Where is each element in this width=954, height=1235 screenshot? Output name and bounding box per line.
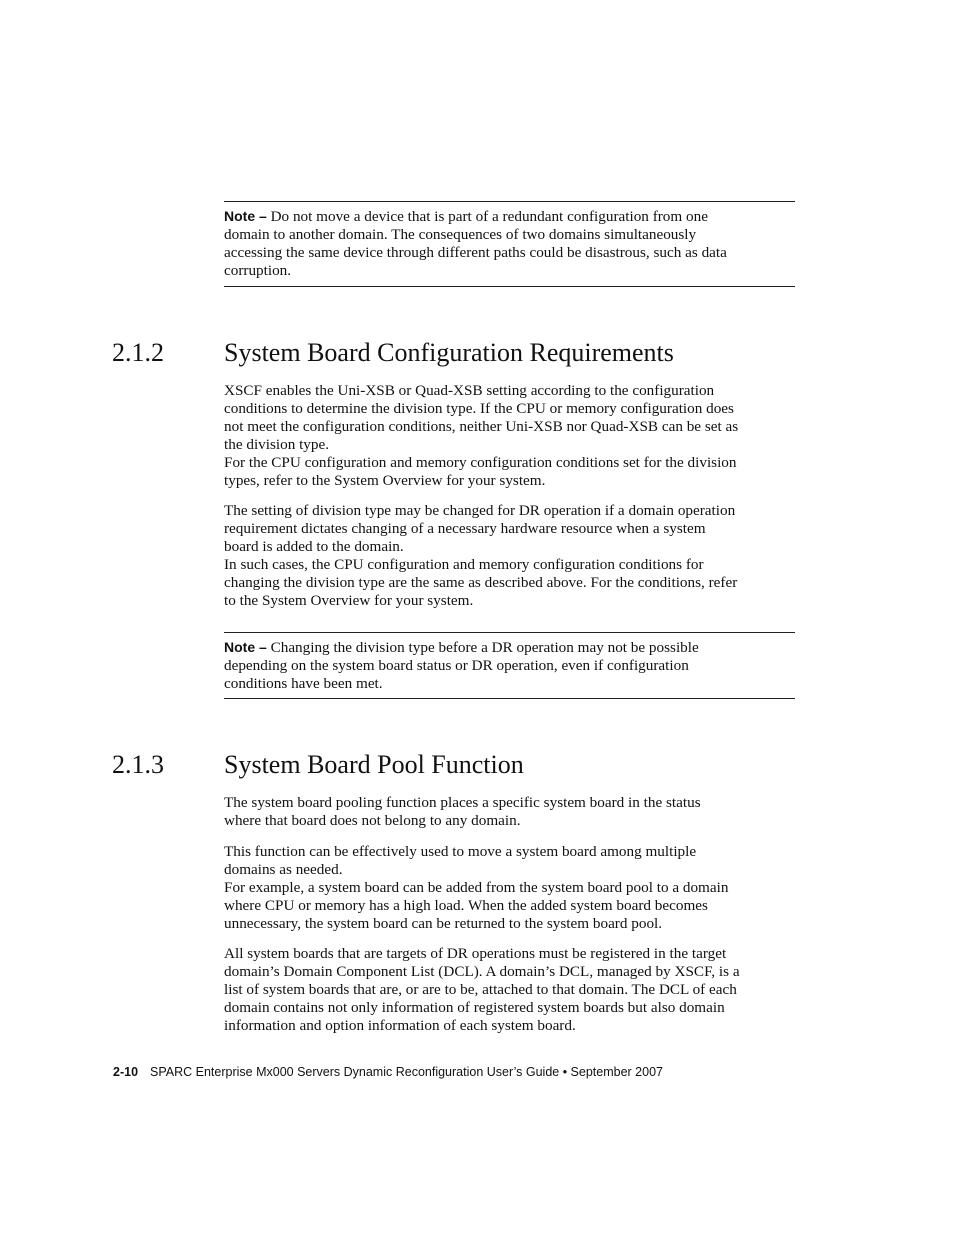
note-top-rule <box>224 201 795 202</box>
page-number: 2-10 <box>113 1065 139 1079</box>
note-2: Note – Changing the division type before a DR operation may not be possible depending on the system board status or DR operation, even if configuration conditions have been met. <box>224 639 699 692</box>
note-label: Note – <box>224 208 267 224</box>
footer-text: SPARC Enterprise Mx000 Servers Dynamic Reconfiguration User’s Guide • September 2007 <box>150 1065 663 1079</box>
note-bottom-rule <box>224 286 795 287</box>
paragraph: XSCF enables the Uni-XSB or Quad-XSB setting according to the configuration conditions to determine the division type. If the CPU or memory configuration does not meet the configuration conditions, neither Uni-XSB nor Quad-XSB can be set as the division type. For the CPU configuration and memory configuration conditions set for the division types, refer to the System Overview for your system. <box>224 382 739 489</box>
page-footer <box>113 1064 663 1080</box>
section-number: 2.1.3 <box>112 750 164 779</box>
note-top-rule <box>224 632 795 633</box>
section-title: System Board Configuration Requirements <box>224 338 674 367</box>
paragraph: All system boards that are targets of DR operations must be registered in the target domain’s Domain Component List (DCL). A domain’s DCL, managed by XSCF, is a list of system boards that are, or are to be, attached to that domain. The DCL of each domain contains not only information of registered system boards but also domain information and option information of each system board. <box>224 945 740 1034</box>
note-1: Note – Do not move a device that is part of a redundant configuration from one domain to another domain. The consequences of two domains simultaneously accessing the same device through different paths could be disastrous, such as data corruption. <box>224 208 727 279</box>
paragraph: The setting of division type may be changed for DR operation if a domain operation requirement dictates changing of a necessary hardware resource when a system board is added to the domain. In such cases, the CPU configuration and memory configuration conditions for changing the division type are the same as described above. For the conditions, refer to the System Overview for your system. <box>224 502 738 609</box>
section-title: System Board Pool Function <box>224 750 524 779</box>
paragraph: The system board pooling function places a specific system board in the status where that board does not belong to any domain. <box>224 794 701 829</box>
note-label: Note – <box>224 639 267 655</box>
note-bottom-rule <box>224 698 795 699</box>
section-number: 2.1.2 <box>112 338 164 367</box>
paragraph: This function can be effectively used to move a system board among multiple domains as needed. For example, a system board can be added from the system board pool to a domain where CPU or memory has a high load. When the added system board becomes unnecessary, the system board can be returned to the system board pool. <box>224 843 729 932</box>
